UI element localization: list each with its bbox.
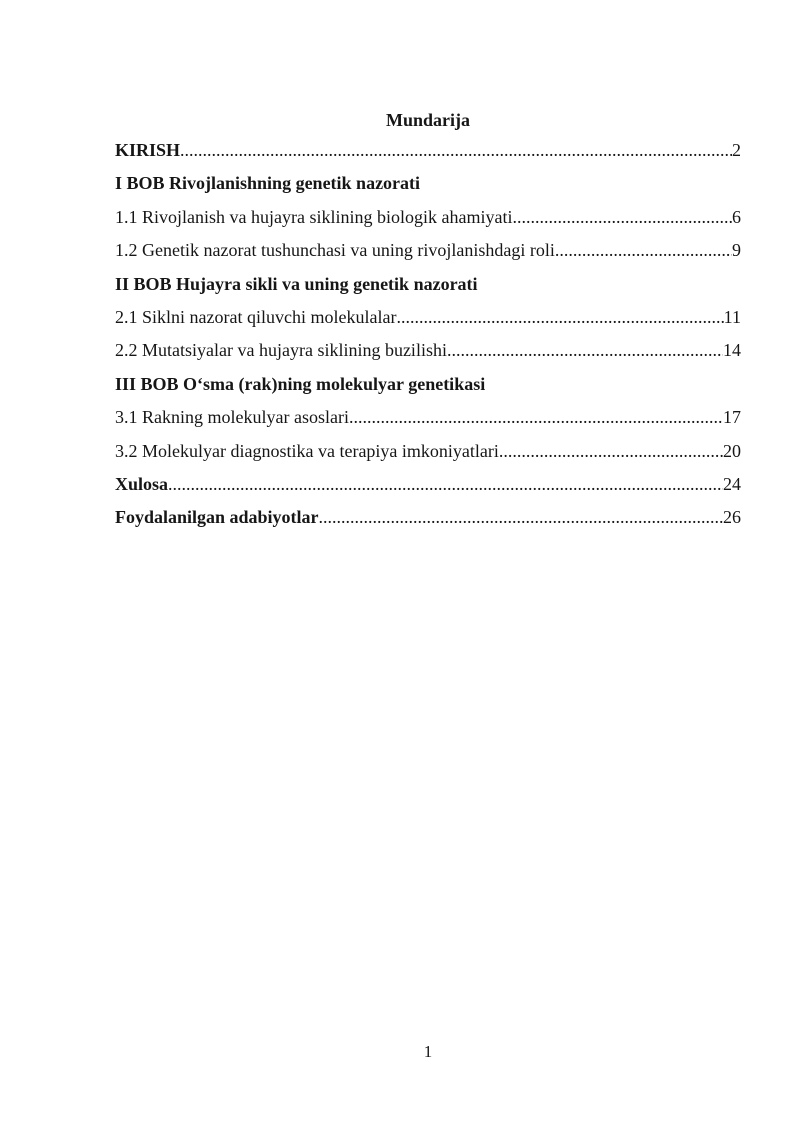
toc-page-number: 11 <box>723 307 741 328</box>
toc-page-number: 6 <box>732 206 741 227</box>
toc-dot-leader <box>555 234 732 267</box>
toc-dot-leader <box>180 134 732 167</box>
toc-entry-label: 1.1 Rivojlanish va hujayra siklining biologik ahamiyati <box>115 206 513 227</box>
toc-entry-label: 1.2 Genetik nazorat tushunchasi va uning rivojlanishdagi roli <box>115 240 555 261</box>
toc-dot-leader <box>349 401 723 434</box>
toc-heading <box>115 167 741 200</box>
toc-entry <box>115 134 741 167</box>
toc-page-number: 14 <box>723 340 741 361</box>
toc-entry <box>115 435 741 468</box>
page-title: Mundarija <box>385 110 470 130</box>
toc-entry-label: 3.2 Molekulyar diagnostika va terapiya imkoniyatlari <box>115 440 499 461</box>
toc-entry <box>115 468 741 501</box>
toc-page-number: 24 <box>723 474 741 495</box>
toc-dot-leader <box>512 201 732 234</box>
toc-entry <box>115 301 741 334</box>
toc-page-number: 2 <box>732 140 741 160</box>
toc-page-number: 26 <box>723 507 741 528</box>
toc-entry-label: I BOB Rivojlanishning genetik nazorati <box>115 173 421 194</box>
toc-entry <box>115 201 741 234</box>
toc-entry-label: III BOB O‘sma (rak)ning molekulyar genetikasi <box>115 373 486 394</box>
toc-entry-label: KIRISH <box>115 140 181 160</box>
table-of-contents <box>115 134 741 535</box>
toc-page-number: 9 <box>732 240 741 261</box>
toc-entry <box>115 501 741 534</box>
toc-entry-label: 3.1 Rakning molekulyar asoslari <box>115 407 349 428</box>
toc-heading <box>115 368 741 401</box>
toc-dot-leader <box>499 435 723 468</box>
toc-entry-label: Xulosa <box>115 474 169 495</box>
toc-dot-leader <box>319 501 723 534</box>
toc-entry-label: II BOB Hujayra sikli va uning genetik nazorati <box>115 273 478 294</box>
toc-page-number: 20 <box>723 440 741 461</box>
toc-entry <box>115 234 741 267</box>
toc-heading <box>115 268 741 301</box>
toc-content <box>115 106 741 535</box>
toc-entry-label: 2.2 Mutatsiyalar va hujayra siklining buzilishi <box>115 340 447 361</box>
toc-entry <box>115 334 741 367</box>
toc-entry-label: Foydalanilgan adabiyotlar <box>115 507 319 528</box>
toc-dot-leader <box>447 334 723 367</box>
toc-entry-label: 2.1 Siklni nazorat qiluvchi molekulalar <box>115 307 397 328</box>
toc-entry <box>115 401 741 434</box>
toc-page-number: 17 <box>723 407 741 428</box>
footer-page-number: 1 <box>423 1042 433 1061</box>
toc-dot-leader <box>396 301 723 334</box>
toc-dot-leader <box>168 468 723 501</box>
